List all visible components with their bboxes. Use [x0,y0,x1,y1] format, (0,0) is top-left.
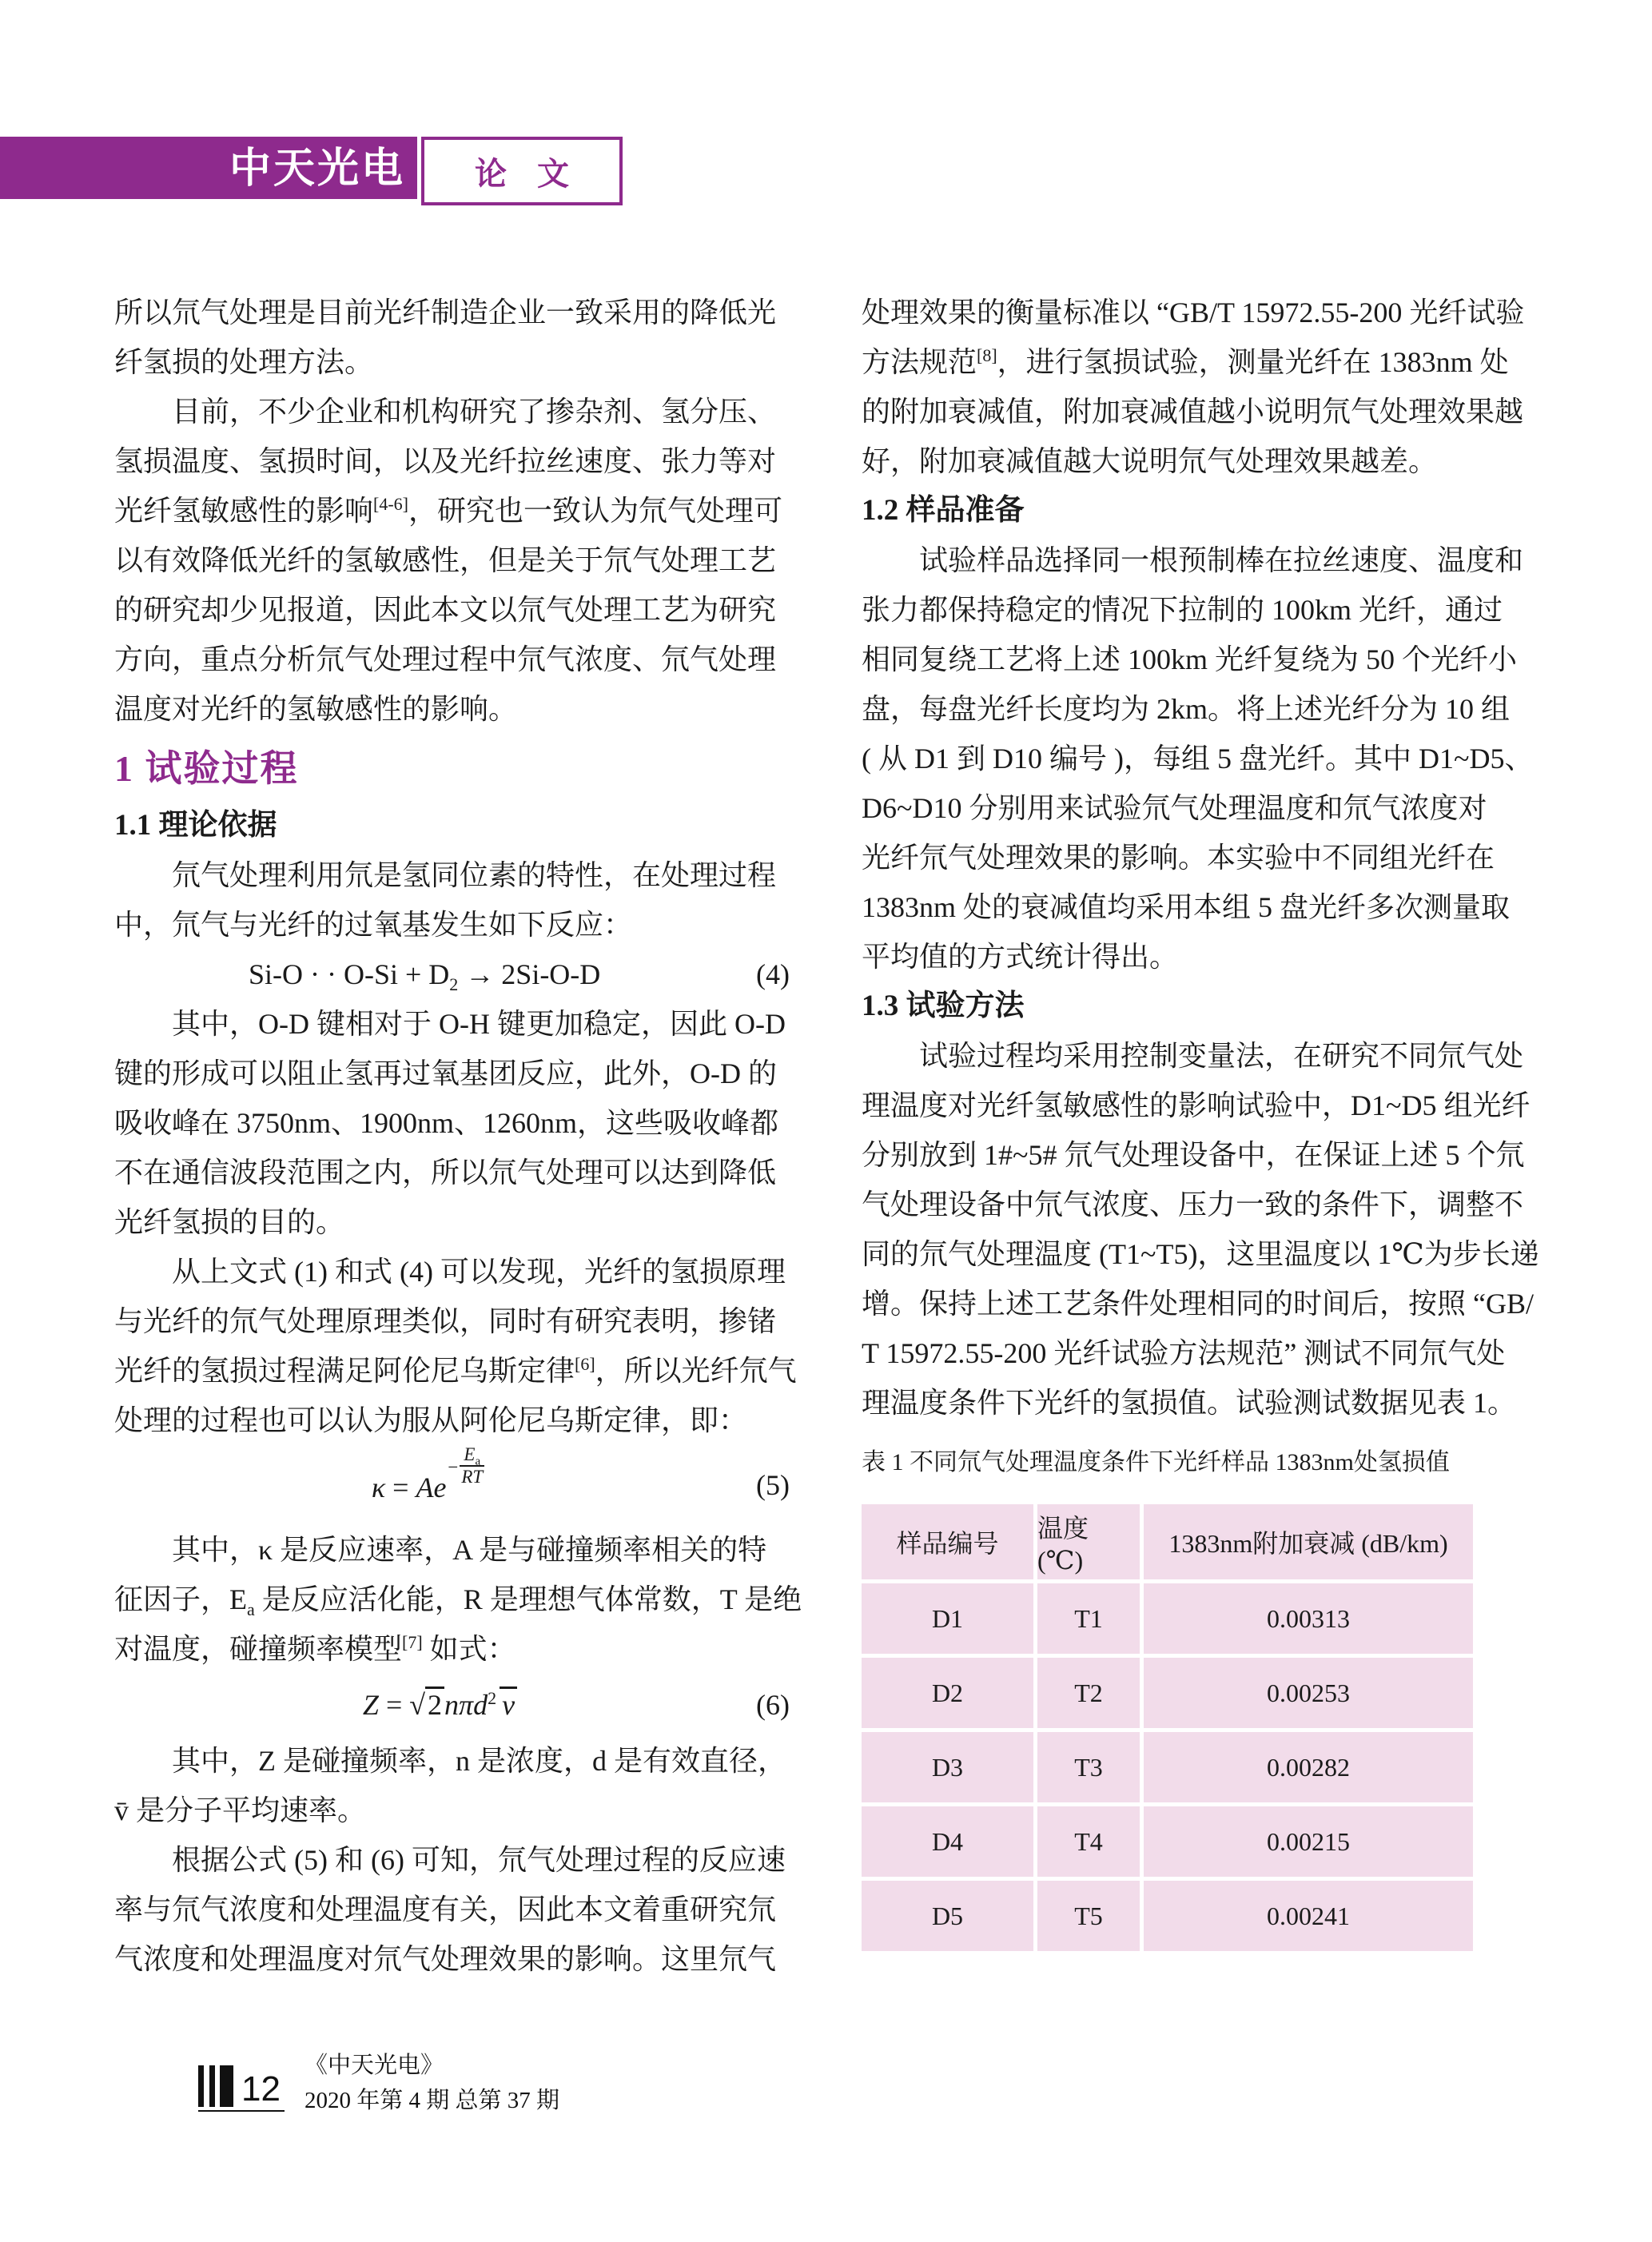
right-column [862,288,1543,1951]
text-line: 所以氘气处理是目前光纤制造企业一致采用的降低光 [114,297,777,329]
text-line: 键的形成可以阻止氢再过氧基团反应，此外，O-D 的 [114,1057,777,1089]
subsection-heading: 1.2 样品准备 [862,494,1025,527]
text-line: 增。保持上述工艺条件处理相同的时间后，按照 “GB/ [862,1288,1534,1320]
text-line: D6~D10 分别用来试验氘气处理温度和氘气浓度对 [862,792,1487,824]
text-line: 目前，不少企业和机构研究了掺杂剂、氢分压、 [172,396,777,428]
text-line: 中，氘气与光纤的过氧基发生如下反应： [114,909,633,941]
text-line: 相同复绕工艺将上述 100km 光纤复绕为 50 个光纤小 [862,643,1518,675]
table-cell: T1 [1037,1583,1140,1654]
text-line: 处理效果的衡量标准以 “GB/T 15972.55-200 光纤试验 [862,297,1525,329]
equation-body: κ = Ae− $\frac{E_a}{RT}$ [371,1444,484,1504]
text-line: 1383nm 处的衰减值均采用本组 5 盘光纤多次测量取 [862,891,1511,923]
text-line: 张力都保持稳定的情况下拉制的 100km 光纤，通过 [862,594,1503,626]
page-number: 12 [241,2069,281,2109]
equation-6 [114,1674,790,1736]
text-line: 其中，O-D 键相对于 O-H 键更加稳定，因此 O-D [172,1008,786,1040]
text-line: 温度对光纤的氢敏感性的影响。 [114,693,518,725]
text-line: 试验样品选择同一根预制棒在拉丝速度、温度和 [919,544,1524,576]
table-cell: T3 [1037,1732,1140,1802]
equation-number: (4) [756,958,790,990]
text-line: 氢损温度、氢损时间，以及光纤拉丝速度、张力等对 [114,445,777,477]
text-line: 气浓度和处理温度对氘气处理效果的影响。这里氘气 [114,1943,777,1975]
table-cell: 0.00241 [1144,1881,1473,1951]
journal-header-bar [0,137,417,199]
text-line: 吸收峰在 3750nm、1900nm、1260nm，这些吸收峰都 [114,1107,779,1139]
text-line: 处理的过程也可以认为服从阿伦尼乌斯定律，即： [114,1404,748,1436]
table-cell: 0.00253 [1144,1658,1473,1728]
table-caption: 表 1 不同氘气处理温度条件下光纤样品 1383nm处氢损值 [862,1449,1450,1475]
text-line: 光纤的氢损过程满足阿伦尼乌斯定律[6]，所以光纤氘气 [114,1354,797,1387]
table-cell: T4 [1037,1806,1140,1877]
footer-rule [198,2110,285,2112]
text-line: 的附加衰减值，附加衰减值越小说明氘气处理效果越 [862,396,1524,428]
table-header-cell: 温度 (℃) [1037,1504,1140,1579]
journal-logo: 中天光电 [229,146,406,192]
text-line: 理温度条件下光纤的氢损值。试验测试数据见表 1。 [862,1387,1517,1419]
table-cell: 0.00215 [1144,1806,1473,1877]
text-line: 从上文式 (1) 和式 (4) 可以发现，光纤的氢损原理 [172,1256,786,1288]
paper-type-label: 论 文 [475,155,580,192]
text-line: 试验过程均采用控制变量法，在研究不同氘气处 [919,1040,1524,1072]
equation-body: Si-O · · $O-Si + D_2 \to 2Si-O-D$ [249,958,601,995]
text-line: 分别放到 1#~5# 氘气处理设备中，在保证上述 5 个氘 [862,1139,1525,1171]
text-line: 方向，重点分析氘气处理过程中氘气浓度、氘气处理 [114,643,777,675]
left-column [114,288,802,1984]
footer-barcode-icon [198,2065,233,2107]
text-line: 气处理设备中氘气浓度、压力一致的条件下，调整不 [862,1189,1524,1221]
table-cell: 0.00282 [1144,1732,1473,1802]
text-line: 与光纤的氘气处理原理类似，同时有研究表明，掺锗 [114,1305,777,1337]
equation-body: Z = √2nπd$^2$ v [90,1674,790,1736]
text-line: 率与氘气浓度和处理温度有关，因此本文着重研究氘 [114,1894,777,1925]
text-line: 征因子，$E_a$ 是反应活化能，R 是理想气体常数，T 是绝 [114,1583,802,1620]
journal-name: 《中天光电》 [305,2053,444,2078]
text-line: ( 从 D1 到 D10 编号 )，每组 5 盘光纤。其中 D1~D5、 [862,743,1534,775]
table-cell: T2 [1037,1658,1140,1728]
equation-4 [114,950,790,999]
table-cell: D3 [862,1732,1033,1802]
text-line: 不在通信波段范围之内，所以氘气处理可以达到降低 [114,1157,777,1189]
subsection-heading: 1.3 试验方法 [862,990,1025,1022]
text-line: 对温度，碰撞频率模型[7] 如式： [114,1632,516,1665]
text-line: 的研究却少见报道，因此本文以氘气处理工艺为研究 [114,594,777,626]
table-header-cell: 样品编号 [862,1504,1033,1579]
text-line: 其中，Z 是碰撞频率，n 是浓度，d 是有效直径， [172,1745,786,1777]
table-header-cell: 1383nm附加衰减 (dB/km) [1144,1504,1473,1579]
text-line: 氘气处理利用氘是氢同位素的特性，在处理过程 [172,859,777,891]
table-cell: D5 [862,1881,1033,1951]
table-cell: 0.00313 [1144,1583,1473,1654]
text-line: 以有效降低光纤的氢敏感性，但是关于氘气处理工艺 [114,544,777,576]
table-cell: D1 [862,1583,1033,1654]
text-line: 同的氘气处理温度 (T1~T5)，这里温度以 1℃为步长递 [862,1238,1539,1270]
section-heading: 1 试验过程 [114,748,299,789]
table-cell: T5 [1037,1881,1140,1951]
paper-type-box [421,137,623,205]
text-line: 理温度对光纤氢敏感性的影响试验中，D1~D5 组光纤 [862,1089,1531,1121]
text-line: 光纤氢敏感性的影响[4-6]，研究也一致认为氘气处理可 [114,494,783,527]
table-grid [862,1504,1473,1951]
text-line: 纤氢损的处理方法。 [114,346,374,378]
text-line: 方法规范[8]，进行氢损试验，测量光纤在 1383nm 处 [862,345,1509,378]
text-line: 平均值的方式统计得出。 [862,941,1179,973]
text-line: 光纤氢损的目的。 [114,1206,345,1238]
text-line: 盘，每盘光纤长度均为 2km。将上述光纤分为 10 组 [862,693,1511,725]
journal-issue: 2020 年第 4 期 总第 37 期 [305,2088,560,2113]
data-table [862,1504,1543,1951]
text-line: T 15972.55-200 光纤试验方法规范” 测试不同氘气处 [862,1337,1506,1369]
subsection-heading: 1.1 理论依据 [114,809,277,842]
equation-number: (6) [756,1689,790,1721]
journal-info [305,2048,559,2118]
equation-5 [114,1445,790,1525]
equation-number: (5) [756,1469,790,1501]
text-line: v̄ 是分子平均速率。 [114,1794,367,1826]
table-cell: D4 [862,1806,1033,1877]
text-line: 根据公式 (5) 和 (6) 可知，氘气处理过程的反应速 [172,1844,786,1876]
table-cell: D2 [862,1658,1033,1728]
text-line: 光纤氘气处理效果的影响。本实验中不同组光纤在 [862,842,1495,874]
text-line: 其中，κ 是反应速率，A 是与碰撞频率相关的特 [172,1534,767,1566]
text-line: 好，附加衰减值越大说明氘气处理效果越差。 [862,445,1438,477]
